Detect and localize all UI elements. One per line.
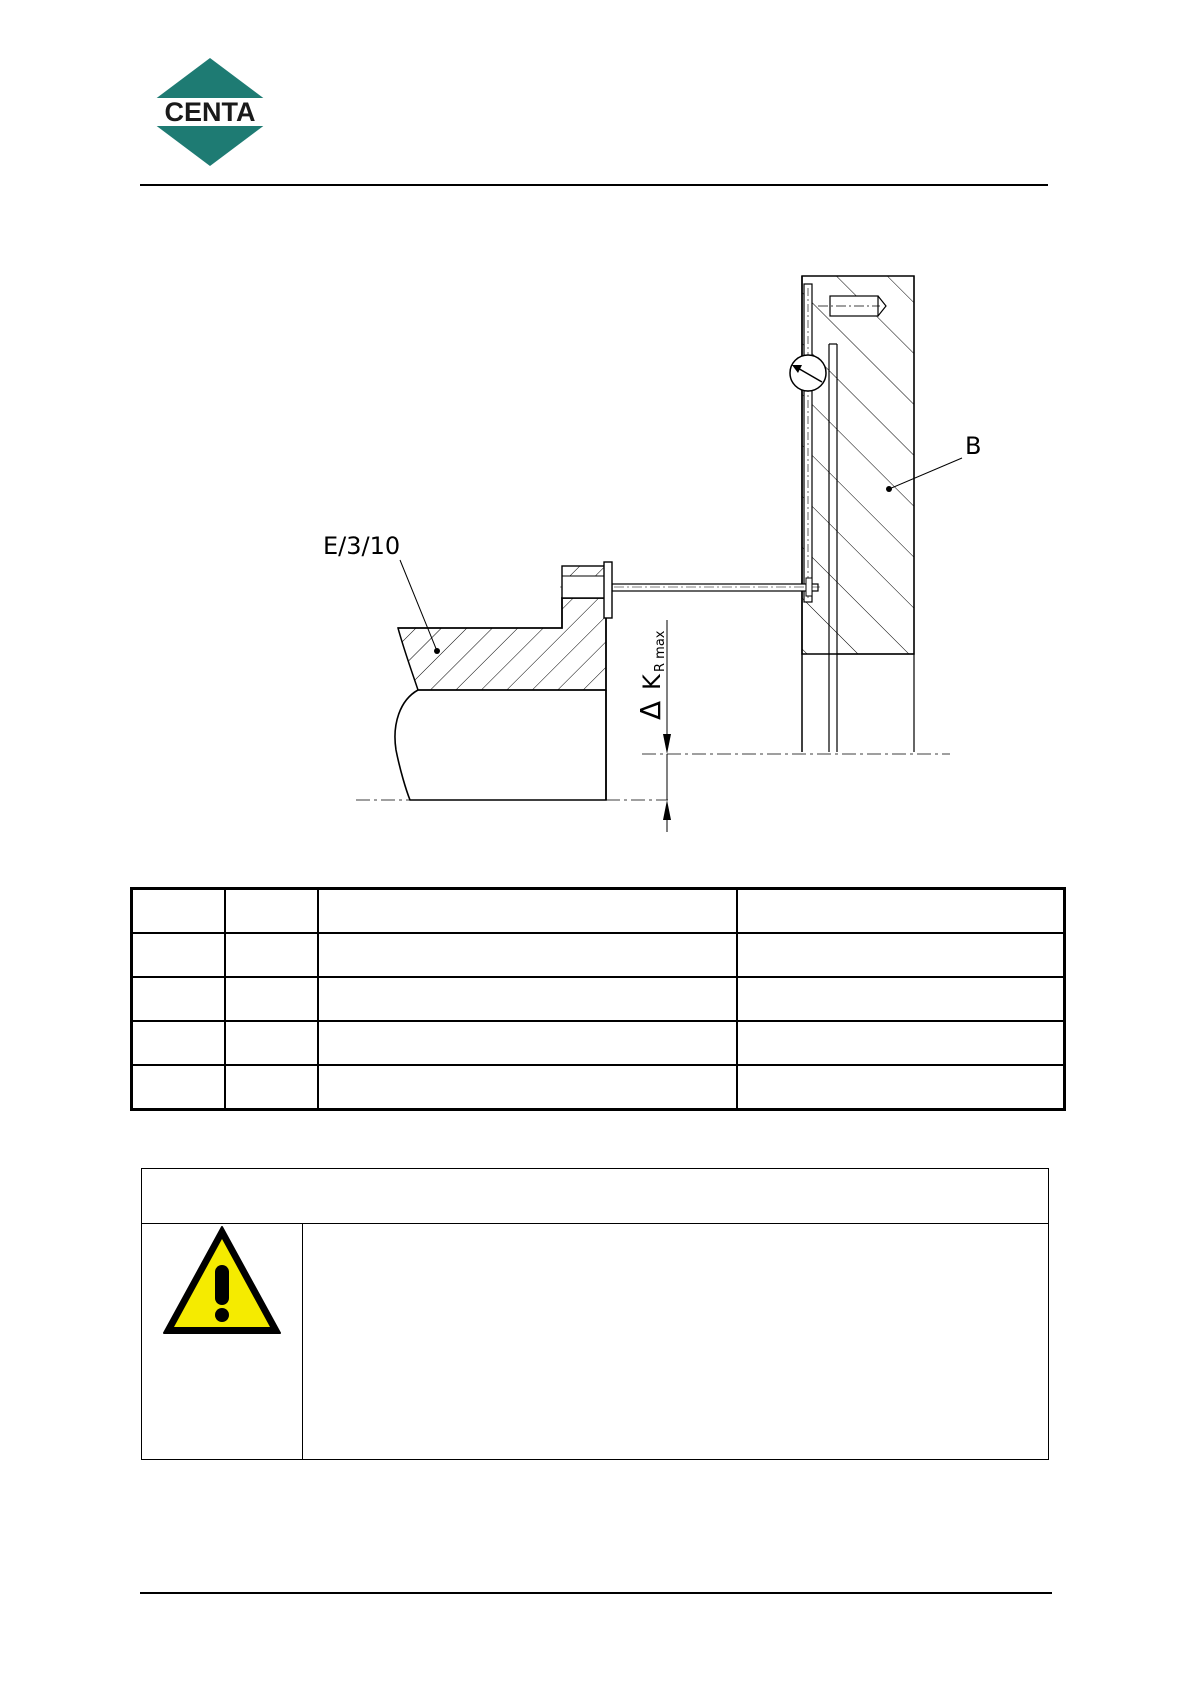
table-cell	[225, 1021, 318, 1065]
table-row	[132, 977, 1065, 1021]
dim-label-group	[634, 630, 668, 720]
table-cell	[132, 889, 225, 934]
table-cell	[737, 977, 1065, 1021]
table-cell	[225, 977, 318, 1021]
table-cell	[318, 977, 737, 1021]
table-cell	[225, 933, 318, 977]
table-cell	[132, 933, 225, 977]
table-cell	[737, 889, 1065, 934]
table-row	[132, 1021, 1065, 1065]
table-cell	[132, 977, 225, 1021]
table-cell	[737, 1065, 1065, 1110]
table-cell	[318, 933, 737, 977]
warning-icon-cell	[142, 1223, 303, 1459]
table-row	[132, 889, 1065, 934]
table-cell	[132, 1021, 225, 1065]
footer-rule	[140, 1592, 1052, 1594]
logo-text: CENTA	[164, 97, 256, 127]
table-row	[132, 933, 1065, 977]
table-cell	[225, 1065, 318, 1110]
table-cell	[318, 1021, 737, 1065]
spec-table	[130, 887, 1066, 1111]
table-cell	[318, 1065, 737, 1110]
table-cell	[225, 889, 318, 934]
label-e-3-10: E/3/10	[323, 532, 401, 560]
label-b: B	[965, 432, 982, 460]
table-cell	[737, 933, 1065, 977]
table-cell	[132, 1065, 225, 1110]
dim-letter: K	[638, 674, 666, 690]
dim-sub: R max	[653, 630, 668, 672]
warning-heading	[142, 1169, 1048, 1224]
part-b	[802, 276, 962, 752]
warning-box	[141, 1168, 1049, 1460]
table-cell	[737, 1021, 1065, 1065]
dim-symbol: Δ	[634, 700, 667, 720]
table-row	[132, 1065, 1065, 1110]
part-e-3-10	[395, 560, 612, 800]
warning-triangle-icon	[142, 1223, 302, 1343]
dial-indicator	[560, 284, 826, 602]
table-cell	[318, 889, 737, 934]
